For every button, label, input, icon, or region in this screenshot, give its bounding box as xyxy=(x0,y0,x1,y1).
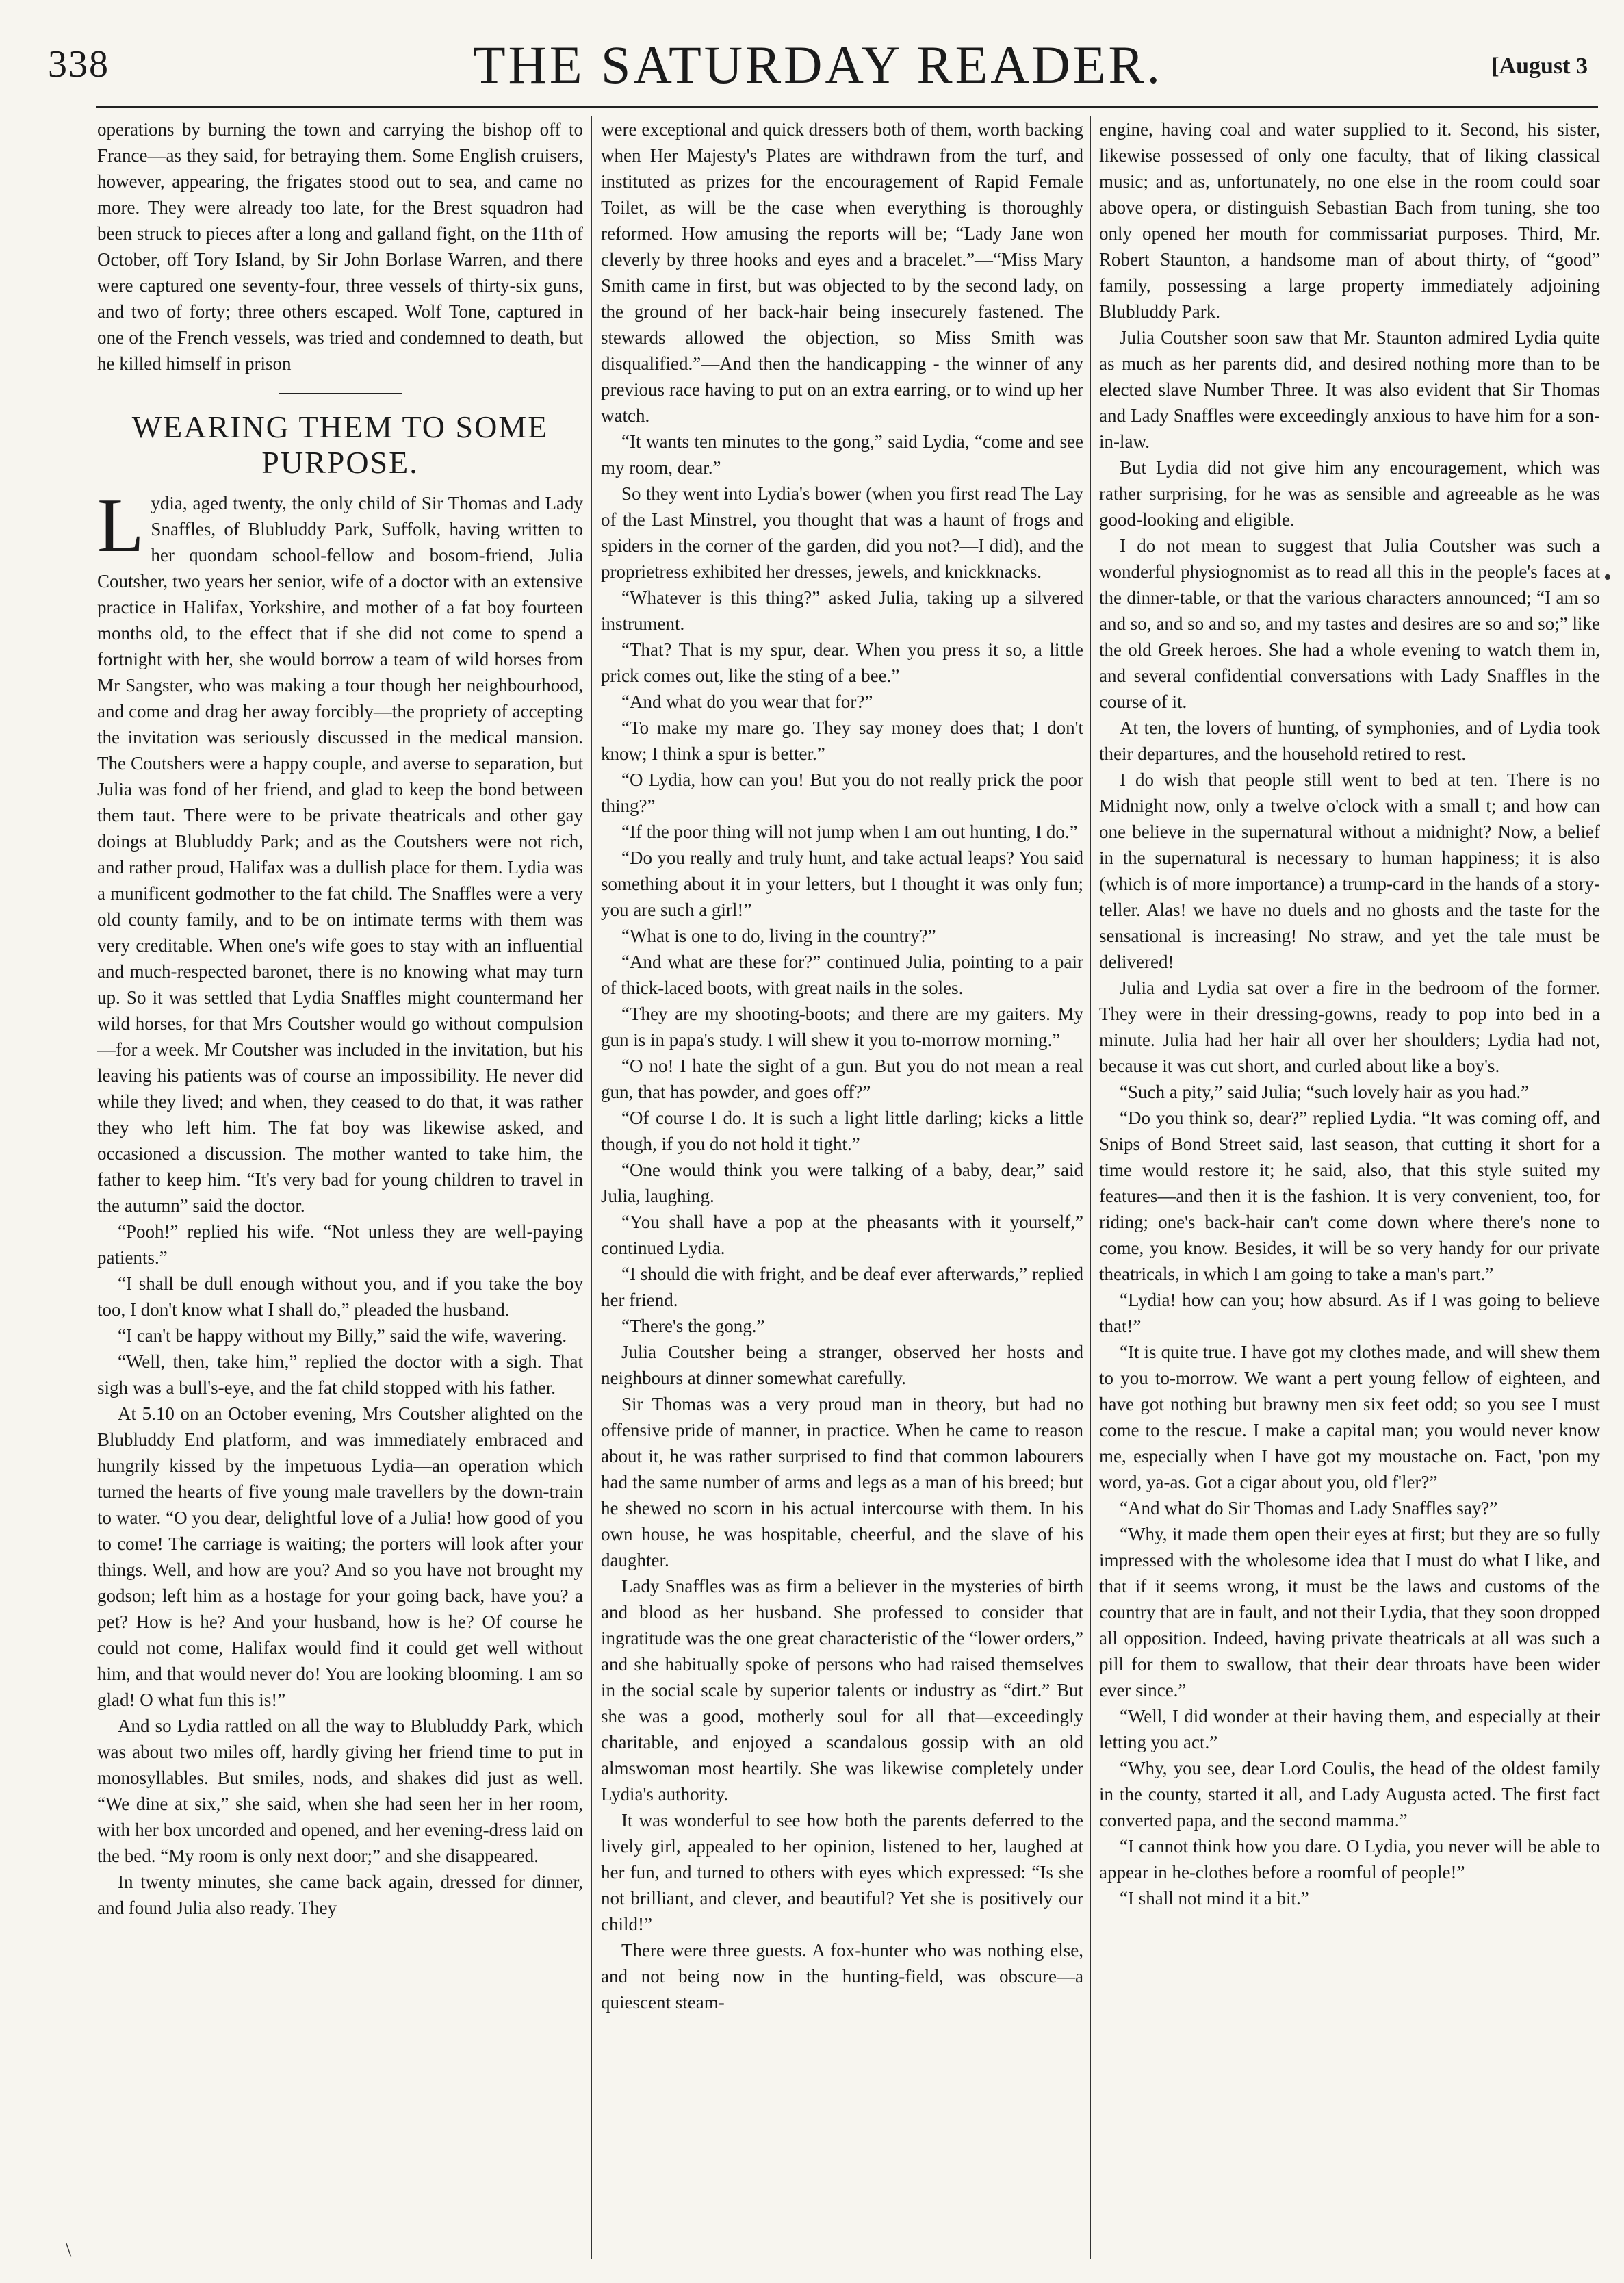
paragraph: “What is one to do, living in the country?” xyxy=(621,926,936,946)
paragraph: It was wonderful to see how both the parents deferred to the lively girl, appealed to her opinion, listened to her, laughed at her fun, and turned to others with eyes which expressed: “Is she not brilliant, and clever, and beautiful? Yet she is positively our child!” xyxy=(601,1810,1083,1935)
paragraph: “Why, you see, dear Lord Coulis, the head of the oldest family in the county, started it all, and Lady Augusta acted. The first fact converted papa, and the second mamma.” xyxy=(1099,1758,1600,1831)
paragraph: “Do you think so, dear?” replied Lydia. “It was coming off, and Snips of Bond Street said, last season, that cutting it short for a time would restore it; he said, also, that this style suited my features—and then it is the fashion. It is very convenient, too, for riding; one's back-hair can't come down where there's none to come, you know. Besides, it will be so very handy for our private theatricals, in which I am going to take a man's part.” xyxy=(1099,1108,1600,1284)
paragraph: “And what do you wear that for?” xyxy=(621,691,873,712)
paragraph: Julia Coutsher being a stranger, observed her hosts and neighbours at dinner somewhat carefully. xyxy=(601,1342,1083,1388)
paragraph: And so Lydia rattled on all the way to Blubluddy Park, which was about two miles off, hardly giving her friend time to put in monosyllables. But smiles, nods, and shakes did just as well. “We dine at six,” she said, when she had seen her in her room, with her box uncorded and opened, and her evening-dress laid on the bed. “My room is only next door;” and she disappeared. xyxy=(97,1716,583,1866)
publication-title: THE SATURDAY READER. xyxy=(472,35,1163,94)
paragraph: “Pooh!” replied his wife. “Not unless they are well-paying patients.” xyxy=(97,1221,583,1268)
paragraph: So they went into Lydia's bower (when you first read The Lay of the Last Minstrel, you thought that was a haunt of frogs and spiders in the corner of the garden, did you not?—I did), and the proprietress exhibited her dresses, jewels, and knickknacks. xyxy=(601,483,1083,582)
paragraph: Sir Thomas was a very proud man in theory, but had no offensive pride of manner, in practice. When he came to reason about it, he was rather surprised to find that common labourers had the same number of arms and legs as a man of his breed; but he shewed no scorn in his actual intercourse with them. In his own house, he was hospitable, cheerful, and the slave of his daughter. xyxy=(601,1394,1083,1570)
paragraph: “They are my shooting-boots; and there are my gaiters. My gun is in papa's study. I will shew it you to-morrow morning.” xyxy=(601,1004,1083,1050)
paragraph: I do wish that people still went to bed at ten. There is no Midnight now, only a twelve o'clock with a small t; and how can one believe in the supernatural without a midnight? Now, a belief in the supernatural is necessary to human happiness; it is also (which is of more importance) a trump-card in the hands of a story-teller. Alas! we have no duels and no ghosts and the taste for the sensational is increasing! No straw, and yet the tale must be delivered! xyxy=(1099,769,1600,972)
paragraph: “I shall not mind it a bit.” xyxy=(1120,1888,1309,1909)
paragraph-text: ydia, aged twenty, the only child of Sir Thomas and Lady Snaffles, of Blubluddy Park, Suffolk, having written to her quondam school-fellow and bosom-friend, Julia Coutsher, two years her senior, wife of a doctor with an extensive practice in Halifax, Yorkshire, and mother of a fat boy fourteen months old, to the effect that if she did not come to spend a fortnight with her, she would borrow a team of wild horses from Mr Sangster, who was making a tour though her neighbourhood, and come and drag her away forcibly—the propriety of accepting the invitation was seriously discussed in the medical mansion. The Coutshers were a happy couple, and averse to separation, but Julia was fond of her friend, and glad to keep the bond between them taut. There were to be private theatricals and other gay doings at Blubluddy Park; and as the Coutshers were not rich, and rather proud, Halifax was a dullish place for them. Lydia was a munificent godmother to the fat child. The Snaffles were a very old county family, and to be on intimate terms with them was very creditable. When one's wife goes to stay with an influential and much-respected baronet, there is no knowing what may turn up. So it was settled that Lydia Snaffles might countermand her wild horses, for that Mrs Coutsher would go without compulsion—for a week. Mr Coutsher was included in the invitation, but his leaving his patients was of course an impossibility. He never did while they lived; and when, they ceased to do that, it was rather they who left him. The fat boy was likewise asked, and occasioned a discussion. The mother wanted to take him, the father to keep him. “It's very bad for young children to travel in the autumn” said the doctor. xyxy=(97,493,583,1216)
paragraph: operations by burning the town and carrying the bishop off to France—as they said, for betraying them. Some English cruisers, however, appearing, the frigates stood out to sea, and came no more. They were already too late, for the Brest squadron had been struck to pieces after a long and galland fight, on the 11th of October, off Tory Island, by Sir John Borlase Warren, and there were captured one seventy-four, three vessels of thirty-six guns, and two of forty; three others escaped. Wolf Tone, captured in one of the French vessels, was tried and condemned to death, but he killed himself in prison xyxy=(97,119,583,374)
page-number: 338 xyxy=(48,43,109,86)
article-title: WEARING THEM TO SOME PURPOSE. xyxy=(131,409,549,480)
paragraph: Julia and Lydia sat over a fire in the bedroom of the former. They were in their dressing-gowns, ready to pop into bed in a minute. Julia had her hair all over her shoulders; Lydia had not, because it was cut short, and curled about like a boy's. xyxy=(1099,978,1600,1076)
paragraph: “Whatever is this thing?” asked Julia, taking up a silvered instrument. xyxy=(601,587,1083,634)
paragraph: “That? That is my spur, dear. When you press it so, a little prick comes out, like the sting of a bee.” xyxy=(601,639,1083,686)
paragraph: “And what are these for?” continued Julia, pointing to a pair of thick-laced boots, with great nails in the soles. xyxy=(601,952,1083,998)
column-2 xyxy=(601,116,1083,2259)
margin-mark: • xyxy=(1603,565,1612,590)
column-1 xyxy=(97,116,583,2259)
paragraph: There were three guests. A fox-hunter who was nothing else, and not being now in the hunting-field, was obscure—a quiescent steam- xyxy=(601,1940,1083,2013)
paragraph: “Do you really and truly hunt, and take actual leaps? You said something about it in your letters, but I thought it was only fun; you are such a girl!” xyxy=(601,847,1083,920)
paragraph: “There's the gong.” xyxy=(621,1316,765,1336)
paragraph: “Why, it made them open their eyes at first; but they are so fully impressed with the wholesome idea that I must do what I like, and that if it seems wrong, it must be the laws and customs of the country that are in fault, and not their Lydia, that they soon dropped all opposition. Indeed, having private theatricals at all was such a pill for them to swallow, that their dear throats have been wider ever since.” xyxy=(1099,1524,1600,1700)
column-3 xyxy=(1099,116,1600,2259)
paragraph: “I can't be happy without my Billy,” said the wife, wavering. xyxy=(118,1325,567,1346)
paragraph: “Such a pity,” said Julia; “such lovely hair as you had.” xyxy=(1120,1082,1530,1102)
page-header xyxy=(48,29,1588,97)
paragraph: I do not mean to suggest that Julia Coutsher was such a wonderful physiognomist as to read all this in the people's faces at the dinner-table, or that the various characters announced; “I am so and so, and so and so, and my tastes and desires are so and so;” like the old Greek heroes. She had a whole evening to watch them in, and several confidential conversations with Lady Snaffles in the course of it. xyxy=(1099,535,1600,712)
paragraph: “I shall be dull enough without you, and if you take the boy too, I don't know what I shall do,” pleaded the husband. xyxy=(97,1273,583,1320)
paragraph: “To make my mare go. They say money does that; I don't know; I think a spur is better.” xyxy=(601,717,1083,764)
column-divider xyxy=(1090,116,1091,2259)
header-rule xyxy=(96,106,1598,108)
paragraph: “One would think you were talking of a baby, dear,” said Julia, laughing. xyxy=(601,1160,1083,1206)
paragraph: “Of course I do. It is such a light little darling; kicks a little though, if you do not hold it tight.” xyxy=(601,1108,1083,1154)
paragraph: “Well, I did wonder at their having them, and especially at their letting you act.” xyxy=(1099,1706,1600,1752)
paragraph: But Lydia did not give him any encouragement, which was rather surprising, for he was as sensible and agreeable as he was good-looking and eligible. xyxy=(1099,457,1600,530)
column-divider xyxy=(591,116,592,2259)
paragraph: In twenty minutes, she came back again, dressed for dinner, and found Julia also ready. They xyxy=(97,1872,583,1918)
article-separator xyxy=(279,393,402,394)
paragraph: Julia Coutsher soon saw that Mr. Staunton admired Lydia quite as much as her parents did, and desired nothing more than to be elected slave Number Three. It was also evident that Sir Thomas and Lady Snaffles were exceedingly anxious to have him for a son-in-law. xyxy=(1099,327,1600,452)
margin-mark: \ xyxy=(66,2239,72,2261)
opening-paragraph xyxy=(97,483,583,1219)
drop-cap: L xyxy=(97,483,144,568)
paragraph: “O Lydia, how can you! But you do not really prick the poor thing?” xyxy=(601,769,1083,816)
paragraph: At ten, the lovers of hunting, of symphonies, and of Lydia took their departures, and the household retired to rest. xyxy=(1099,717,1600,764)
issue-date: [August 3 xyxy=(1491,53,1588,79)
paragraph: “I cannot think how you dare. O Lydia, you never will be able to appear in he-clothes before a roomful of people!” xyxy=(1099,1836,1600,1883)
paragraph: engine, having coal and water supplied to it. Second, his sister, likewise possessed of only one faculty, that of liking classical music; and as, unfortunately, no one else in the room could soar above opera, or distinguish Sebastian Bach from tuning, she too only opened her mouth for commissariat purposes. Third, Mr. Robert Staunton, a handsome man of about thirty, of “good” family, possessing a large property immediately adjoining Blubluddy Park. xyxy=(1099,119,1600,322)
paragraph: “And what do Sir Thomas and Lady Snaffles say?” xyxy=(1120,1498,1498,1518)
paragraph: “Well, then, take him,” replied the doctor with a sigh. That sigh was a bull's-eye, and the fat child stopped with his father. xyxy=(97,1351,583,1398)
paragraph: “It is quite true. I have got my clothes made, and will shew them to you to-morrow. We want a pert young fellow of eighteen, and have got nothing but brawny men six feet odd; so you see I must come to the rescue. I make a capital man; you would never know me, especially when I have got my moustache on. Fact, 'pon my word, ya-as. Got a cigar about you, old f'ler?” xyxy=(1099,1342,1600,1492)
paragraph: “It wants ten minutes to the gong,” said Lydia, “come and see my room, dear.” xyxy=(601,431,1083,478)
paragraph: “O no! I hate the sight of a gun. But you do not mean a real gun, that has powder, and goes off?” xyxy=(601,1056,1083,1102)
paragraph: “If the poor thing will not jump when I am out hunting, I do.” xyxy=(621,821,1078,842)
paragraph: “I should die with fright, and be deaf ever afterwards,” replied her friend. xyxy=(601,1264,1083,1310)
paragraph: “You shall have a pop at the pheasants with it yourself,” continued Lydia. xyxy=(601,1212,1083,1258)
paragraph: were exceptional and quick dressers both of them, worth backing when Her Majesty's Plates are withdrawn from the turf, and instituted as prizes for the encouragement of Rapid Female Toilet, as will be the case when everything is thoroughly reformed. How amusing the reports will be; “Lady Jane won cleverly by three hooks and eyes and a bracelet.”—“Miss Mary Smith came in first, but was objected to by the second lady, on the ground of her back-hair being insecurely fastened. The stewards allowed the objection, so Miss Smith was disqualified.”—And then the handicapping - the winner of any previous race having to put on an extra earring, or to wind up her watch. xyxy=(601,119,1083,426)
paragraph: Lady Snaffles was as firm a believer in the mysteries of birth and blood as her husband. She professed to consider that ingratitude was the one great characteristic of the “lower orders,” and she habitually spoke of persons who had raised themselves in the social scale by superior talents or industry as “dirt.” But she was a good, motherly soul for all that—exceedingly charitable, and enjoyed a scandalous gossip with an old almswoman most heartily. She was likewise completely under Lydia's authority. xyxy=(601,1576,1083,1804)
paragraph: At 5.10 on an October evening, Mrs Coutsher alighted on the Blubluddy End platform, and was immediately embraced and hungrily kissed by the impetuous Lydia—an operation which turned the hearts of five young male travellers by the down-train to water. “O you dear, delightful love of a Julia! how good of you to come! The carriage is waiting; the porters will look after your things. Well, and how are you? And so you have not brought my godson; left him as a hostage for your going back, have you? a pet? How is he? And your husband, how is he? Of course he could not come, Halifax would find it could get well without him, and that would never do! You are looking blooming. I am so glad! O what fun this is!” xyxy=(97,1403,583,1710)
paragraph: “Lydia! how can you; how absurd. As if I was going to believe that!” xyxy=(1099,1290,1600,1336)
